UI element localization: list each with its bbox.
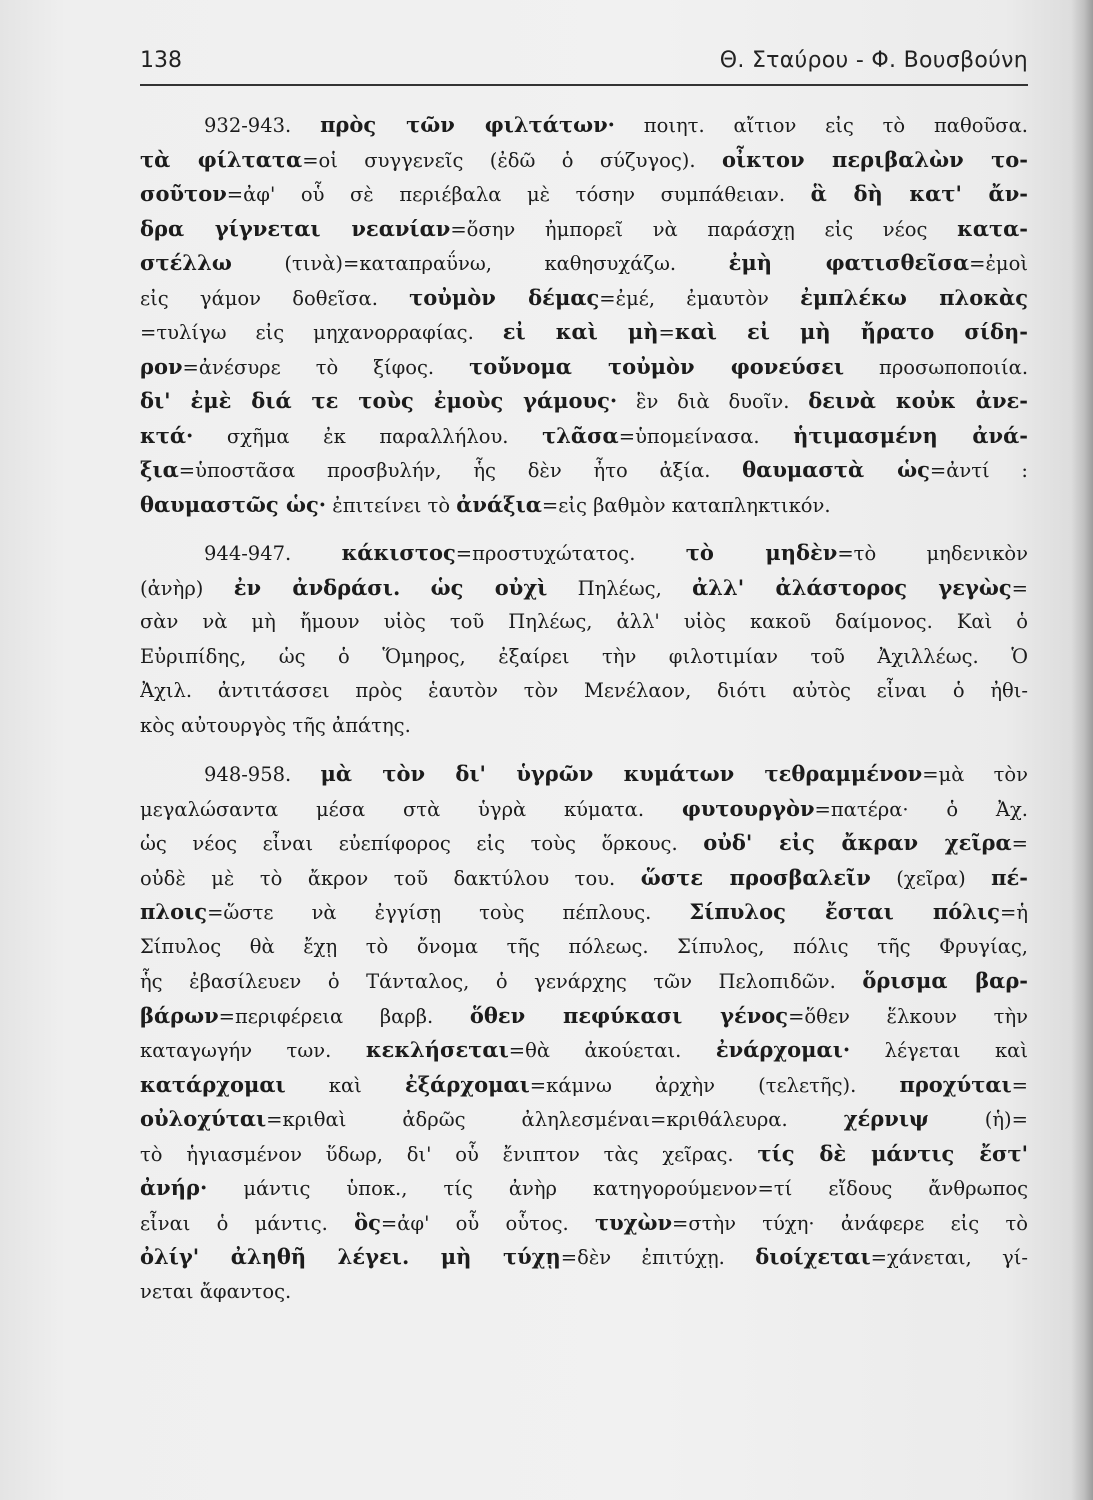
paragraph-gap [140, 743, 1028, 757]
lemma: θαυμαστὰ ὡς [742, 457, 930, 482]
gloss: =πατέρα· ὁ Ἀχ. [814, 797, 1028, 821]
lemma: τὸ μηδὲν [685, 540, 838, 565]
text-line [140, 108, 1028, 143]
lemma: ἐν ἀνδράσι. [233, 574, 401, 600]
lemma: πρὸς τῶν φιλτάτων· [320, 112, 615, 137]
text-line [140, 605, 1028, 640]
gloss: =ὥστε νὰ ἐγγίσῃ τοὺς πέπλους. [207, 901, 690, 924]
gloss: =ἐμοὶ [969, 252, 1028, 275]
gloss: οὐδὲ μὲ τὸ ἄκρον τοῦ δακτύλου του. [140, 866, 641, 890]
lemma: οὐδ' εἰς ἄκραν χεῖρα [703, 830, 1012, 855]
gloss: τὸ ἡγιασμένον ὕδωρ, δι' οὗ ἔνιπτον τὰς χεῖρας. [140, 1142, 758, 1166]
text-line [140, 1171, 1028, 1206]
gloss: =χάνεται, γί- [870, 1246, 1028, 1269]
text-line [140, 350, 1028, 385]
lemma: τίς δὲ μάντις ἔστ' [757, 1140, 1028, 1166]
lemma: καὶ εἰ μὴ ἤρατο σίδη- [674, 319, 1028, 344]
gloss: =ἀνέσυρε τὸ ξίφος. [182, 355, 470, 379]
gloss: =στὴν τύχη· ἀνάφερε εἰς τὸ [672, 1211, 1028, 1235]
gloss: (ἀνὴρ) [140, 576, 234, 600]
lemma: ὅθεν πεφύκασι γένος [469, 1002, 789, 1028]
gloss: =ὅσην ἠμπορεῖ νὰ παράσχῃ εἰς νέος [450, 217, 958, 241]
gloss: =περιφέρεια βαρβ. [218, 1004, 470, 1028]
gloss: =ἀντί : [929, 459, 1028, 482]
text-line [140, 212, 1028, 247]
gloss: = [1011, 1073, 1028, 1097]
text-line [140, 792, 1028, 827]
gloss: Ἀχιλ. ἀντιτάσσει πρὸς ἑαυτὸν τὸν Μενέλαον, διότι αὐτὸς εἶναι ὁ ἠθι- [140, 679, 1028, 702]
lemma: ἀνήρ· [140, 1175, 208, 1200]
lemma: οὐλοχύται [140, 1106, 267, 1131]
text-line [140, 861, 1028, 896]
gloss: =προστυχώτατος. [455, 542, 686, 565]
gloss: καὶ [285, 1073, 405, 1097]
gloss: (χεῖρα) [870, 866, 992, 890]
lemma: τὰ φίλτατα [140, 146, 303, 172]
text-line [140, 536, 1028, 571]
gloss: νεται ἄφαντος. [140, 1279, 292, 1303]
lemma: οἶκτον περιβαλὼν το- [721, 146, 1028, 172]
text-line [140, 571, 1028, 606]
lemma: ἐνάρχομαι· [715, 1037, 851, 1062]
lemma: φυτουργὸν [681, 795, 815, 821]
gloss: Εὐριπίδης, ὡς ὁ Ὅμηρος, ἐξαίρει τὴν φιλοτιμίαν τοῦ Ἀχιλλέως. Ὁ [140, 644, 1028, 668]
text-line [140, 246, 1028, 281]
lemma: ἀνάξια [456, 491, 542, 517]
gloss: 932-943. [204, 114, 321, 137]
text-line [140, 709, 1028, 744]
lemma: ὅρισμα βαρ- [862, 968, 1028, 993]
lemma: ἐξάρχομαι [404, 1071, 530, 1097]
text-line [140, 1102, 1028, 1137]
text-line [140, 419, 1028, 454]
lemma: δρα γίγνεται νεανίαν [140, 215, 451, 241]
gloss: Σίπυλος θὰ ἔχῃ τὸ ὄνομα τῆς πόλεως. Σίπυλος, πόλις τῆς Φρυγίας, [140, 934, 1028, 958]
gloss: =ἀφ' οὗ σὲ περιέβαλα μὲ τόσην συμπάθειαν. [226, 183, 811, 206]
lemma: δεινὰ κοὐκ ἀνε- [808, 388, 1028, 413]
page-header [140, 44, 1028, 84]
lemma: πλοις [140, 899, 208, 924]
gloss: ἓν διὰ δυοῖν. [617, 390, 809, 413]
lemma: ὀλίγ' ἀληθῆ λέγει. μὴ τύχῃ [140, 1244, 561, 1269]
lemma: κτά· [140, 422, 194, 448]
gloss: σχῆμα ἐκ παραλλήλου. [193, 424, 543, 448]
gloss: =ὅθεν ἕλκουν τὴν [788, 1004, 1028, 1028]
gloss: εἶναι ὁ μάντις. [140, 1211, 355, 1235]
lemma: τυχὼν [594, 1209, 673, 1235]
lemma: ἡτιμασμένη ἀνά- [793, 422, 1028, 448]
page-number: 138 [140, 48, 182, 73]
text-line [140, 640, 1028, 675]
paragraph-gap [140, 522, 1028, 536]
lemma: ὡς οὐχὶ [430, 574, 548, 600]
text-line [140, 177, 1028, 212]
lemma: διοίχεται [755, 1244, 871, 1269]
text-line [140, 1206, 1028, 1241]
gloss: =θὰ ἀκούεται. [508, 1039, 716, 1062]
gloss: προσωποποιία. [844, 355, 1028, 379]
lemma: ἀλλ' ἀλάστορος γεγὼς [692, 574, 1012, 600]
gloss [400, 577, 430, 600]
gloss: =ἀφ' οὗ οὗτος. [380, 1211, 595, 1235]
lemma: δι' ἐμὲ διά τε τοὺς ἐμοὺς γάμους· [140, 388, 618, 413]
lemma: Σίπυλος ἔσται πόλις [689, 899, 1000, 924]
page-binding-shadow [1071, 0, 1093, 1500]
gloss: ὡς νέος εἶναι εὐεπίφορος εἰς τοὺς ὅρκους. [140, 832, 704, 855]
lemma: ἃ δὴ κατ' ἄν- [810, 181, 1028, 206]
lemma: τοὐμὸν δέμας [409, 284, 600, 310]
gloss: ἐπιτείνει τὸ [326, 493, 457, 517]
gloss: λέγεται καὶ [850, 1039, 1028, 1062]
text-line [140, 281, 1028, 316]
lemma: στέλλω [140, 250, 232, 275]
gloss: = [658, 321, 675, 344]
lemma: τοὔνομα τοὐμὸν φονεύσει [469, 353, 845, 379]
gloss: =δὲν ἐπιτύχῃ. [560, 1246, 756, 1269]
gloss: (ἡ)= [928, 1108, 1028, 1131]
gloss: εἰς γάμον δοθεῖσα. [140, 286, 410, 310]
lemma: κεκλήσεται [365, 1037, 509, 1062]
gloss: ποιητ. αἴτιον εἰς τὸ παθοῦσα. [614, 114, 1028, 137]
paragraph [140, 536, 1028, 743]
gloss: =μὰ τὸν [922, 763, 1028, 786]
lemma: ξια [140, 457, 179, 482]
lemma: πέ- [991, 864, 1028, 890]
gloss: ἧς ἐβασίλευεν ὁ Τάνταλος, ὁ γενάρχης τῶν Πελοπιδῶν. [140, 970, 863, 993]
gloss: σὰν νὰ μὴ ἤμουν υἱὸς τοῦ Πηλέως, ἀλλ' υἱὸς κακοῦ δαίμονος. Καὶ ὁ [140, 610, 1028, 633]
gloss: =κάμνω ἀρχὴν (τελετῆς). [529, 1073, 900, 1097]
gloss: =τὸ μηδενικὸν [837, 542, 1028, 565]
text-line [140, 384, 1028, 419]
lemma: βάρων [140, 1002, 219, 1028]
lemma: ὃς [354, 1209, 381, 1235]
text-line [140, 315, 1028, 350]
gloss: (τινὰ)=καταπραΰνω, καθησυχάζω. [231, 252, 729, 275]
lemma: χέρνιψ [843, 1106, 929, 1131]
text-line [140, 930, 1028, 965]
gloss: = [1011, 832, 1028, 855]
text-line [140, 674, 1028, 709]
paragraph [140, 108, 1028, 522]
text-line [140, 895, 1028, 930]
gloss: 944-947. [204, 542, 342, 565]
lemma: ἐμὴ φατισθεῖσα [728, 250, 970, 275]
gloss: =οἱ συγγενεῖς (ἐδῶ ὁ σύζυγος). [302, 148, 722, 172]
header-rule [140, 84, 1028, 86]
gloss: =ἐμέ, ἐμαυτὸν [599, 286, 801, 310]
gloss: = [1011, 576, 1028, 600]
lemma: ἐμπλέκω πλοκὰς [800, 284, 1028, 310]
lemma: προχύται [899, 1071, 1012, 1097]
gloss: Πηλέως, [547, 576, 693, 600]
text-line [140, 453, 1028, 488]
lemma: εἰ καὶ μὴ [502, 319, 659, 344]
gloss: =εἰς βαθμὸν καταπληκτικόν. [541, 493, 831, 517]
text-line [140, 1137, 1028, 1172]
lemma: κατα- [957, 215, 1028, 241]
lemma: κάκιστος [341, 540, 456, 565]
gloss: μεγαλώσαντα μέσα στὰ ὑγρὰ κύματα. [140, 797, 682, 821]
lemma: μὰ τὸν δι' ὑγρῶν κυμάτων τεθραμμένον [320, 761, 923, 786]
lemma: σοῦτον [140, 181, 227, 206]
text-line [140, 1275, 1028, 1310]
gloss: =ὑπομείνασα. [618, 424, 794, 448]
paragraph [140, 757, 1028, 1309]
gloss: κὸς αὐτουργὸς τῆς ἀπάτης. [140, 713, 411, 737]
lemma: θαυμαστῶς ὡς· [140, 491, 327, 517]
lemma: ὥστε προσβαλεῖν [640, 864, 871, 890]
lemma: κατάρχομαι [140, 1071, 286, 1097]
lemma: τλᾶσα [542, 422, 619, 448]
text-line [140, 1068, 1028, 1103]
text-line [140, 143, 1028, 178]
commentary-text [140, 108, 1028, 1309]
gloss: =κριθαὶ ἀδρῶς ἀληλεσμέναι=κριθάλευρα. [266, 1108, 844, 1131]
text-line [140, 757, 1028, 792]
gloss: =τυλίγω εἰς μηχανορραφίας. [140, 321, 503, 344]
text-line [140, 488, 1028, 523]
text-line [140, 964, 1028, 999]
gloss: καταγωγήν των. [140, 1039, 366, 1062]
text-line [140, 1033, 1028, 1068]
text-line [140, 826, 1028, 861]
running-head: Θ. Σταύρου - Φ. Βουσβούνη [719, 48, 1028, 73]
gloss: =ὑποστᾶσα προσβυλήν, ἧς δὲν ἦτο ἀξία. [178, 459, 743, 482]
gloss: =ἡ [999, 901, 1028, 924]
gloss: μάντις ὑποκ., τίς ἀνὴρ κατηγορούμενον=τί εἴδους ἄνθρωπος [207, 1177, 1028, 1200]
text-line [140, 1240, 1028, 1275]
lemma: ρον [140, 353, 183, 379]
text-line [140, 999, 1028, 1034]
gloss: 948-958. [204, 763, 321, 786]
